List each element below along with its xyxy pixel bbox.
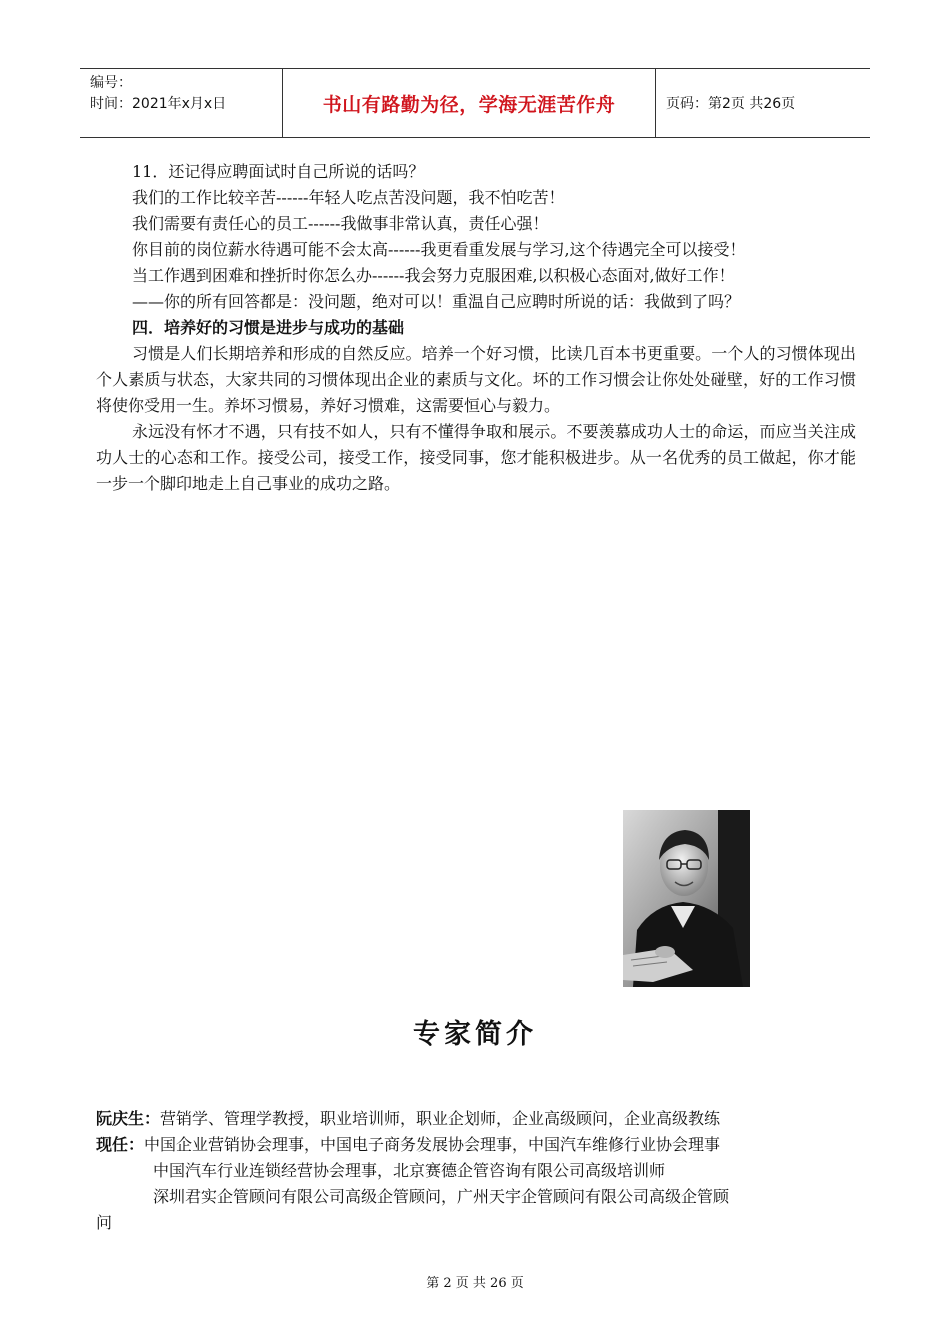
header-motto: 书山有路勤为径，学海无涯苦作舟: [283, 69, 656, 137]
header-page-info: 页码：第2页 共26页: [666, 96, 796, 112]
bio-current-line: 问: [96, 1213, 113, 1232]
section11-line: 当工作遇到困难和挫折时你怎么办------我会努力克服困难,以积极心态面对,做好工作！: [132, 266, 735, 285]
bio-current-label: 现任：: [96, 1135, 145, 1154]
bio-current-line: 中国汽车行业连锁经营协会理事，北京赛德企管咨询有限公司高级培训师: [153, 1161, 666, 1180]
bio-name-line: [96, 1106, 866, 1132]
bio-current-line: 深圳君实企管顾问有限公司高级企管顾问，广州天宇企管顾问有限公司高级企管顾: [153, 1187, 730, 1206]
bio-name-label: 阮庆生：: [96, 1109, 161, 1128]
expert-photo: [623, 810, 750, 987]
expert-title: 专家简介: [413, 1019, 537, 1050]
page-header: [80, 68, 870, 138]
bio-current-text: 中国企业营销协会理事，中国电子商务发展协会理事，中国汽车维修行业协会理事: [144, 1135, 721, 1154]
section11-intro: 11．还记得应聘面试时自己所说的话吗？: [132, 162, 425, 181]
section4-paragraph: 习惯是人们长期培养和形成的自然反应。培养一个好习惯，比读几百本书更重要。一个人的习惯体现出个人素质与状态，大家共同的习惯体现出企业的素质与文化。坏的工作习惯会让你处处碰壁，好的工作习惯将使你受用一生。养坏习惯易，养好习惯难，这需要恒心与毅力。: [96, 344, 856, 415]
bio-current-line: [96, 1132, 866, 1158]
document-body: [96, 159, 856, 497]
header-meta: [80, 69, 283, 137]
expert-bio: [96, 1106, 866, 1236]
page-footer: 第 2 页 共 26 页: [426, 1276, 524, 1291]
section11-line: 我们需要有责任心的员工------我做事非常认真，责任心强！: [132, 214, 549, 233]
section11-line: ——你的所有回答都是：没问题，绝对可以！重温自己应聘时所说的话：我做到了吗？: [132, 292, 741, 311]
bio-name-text: 营销学、管理学教授，职业培训师，职业企划师，企业高级顾问，企业高级教练: [160, 1109, 721, 1128]
date-label: 时间：2021年x月x日: [90, 96, 227, 112]
section4-heading: 四．培养好的习惯是进步与成功的基础: [132, 318, 405, 337]
section11-line: 我们的工作比较辛苦------年轻人吃点苦没问题，我不怕吃苦！: [132, 188, 565, 207]
section4-paragraph: 永远没有怀才不遇，只有技不如人，只有不懂得争取和展示。不要羡慕成功人士的命运，而应当关注成功人士的心态和工作。接受公司，接受工作，接受同事，您才能积极进步。从一名优秀的员工做起，你才能一步一个脚印地走上自己事业的成功之路。: [96, 422, 856, 493]
number-label: 编号：: [90, 75, 132, 91]
section11-line: 你目前的岗位薪水待遇可能不会太高------我更看重发展与学习,这个待遇完全可以接受！: [132, 240, 746, 259]
